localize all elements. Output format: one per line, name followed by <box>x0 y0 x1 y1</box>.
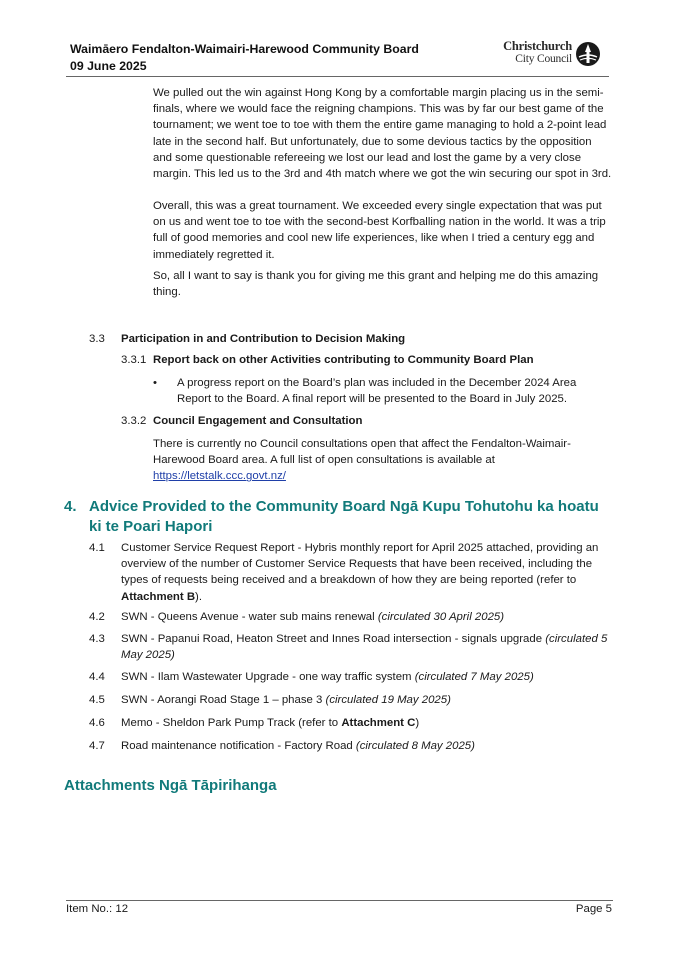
item-4-3-number: 4.3 <box>89 633 105 645</box>
section-3-3-2-number: 3.3.2 <box>121 415 147 427</box>
section-3-3-number: 3.3 <box>89 333 105 345</box>
item-4-6-number: 4.6 <box>89 717 105 729</box>
paragraph-thanks: So, all I want to say is thank you for giving me this grant and helping me do this amazing thing. <box>153 270 599 299</box>
bullet-marker: • <box>153 377 157 389</box>
section-4-title: Advice Provided to the Community Board Ngā Kupu Tohutohu ka hoatu ki te Poari Hapori <box>89 498 599 535</box>
item-4-1-text: Customer Service Request Report - Hybris monthly report for April 2025 attached, providing an overview of the number of Customer Service Requests that have been received, including the types of requests being received and a breakdown of how they are being reported (refer to Attachment B). <box>121 542 599 603</box>
item-number: Item No.: 12 <box>66 903 129 915</box>
council-logo <box>496 40 606 70</box>
consultation-text: There is currently no Council consultations open that affect the Fendalton-Waimair-Harewood Board area. A full list of open consultations is available at <box>153 438 571 467</box>
section-3-3-1-number: 3.3.1 <box>121 354 147 366</box>
attachment-c-ref: Attachment C <box>341 717 416 729</box>
item-4-7-number: 4.7 <box>89 740 105 752</box>
page-number: Page 5 <box>575 903 612 915</box>
bullet-progress-report: A progress report on the Board’s plan was included in the December 2024 Area Report to the Board. A final report will be presented to the Board in July 2025. <box>177 377 577 406</box>
section-4-number: 4. <box>64 498 77 515</box>
paragraph-overall: Overall, this was a great tournament. We exceeded every single expectation that was put on us and went toe to toe with the second-best Korfballing nation in the world. It was a trip full of good memories and cool new life experiences, like when I tried a century egg and immediately regretted it. <box>153 200 606 261</box>
item-4-2-text: SWN - Queens Avenue - water sub mains renewal (circulated 30 April 2025) <box>121 611 505 623</box>
meeting-date: 09 June 2025 <box>70 59 147 73</box>
item-4-2-number: 4.2 <box>89 611 105 623</box>
letstalk-link[interactable]: https://letstalk.ccc.govt.nz/ <box>153 470 286 483</box>
item-4-4-text: SWN - Ilam Wastewater Upgrade - one way traffic system (circulated 7 May 2025) <box>121 671 534 683</box>
item-4-6-text: Memo - Sheldon Park Pump Track (refer to Attachment C) <box>121 717 420 729</box>
section-3-3-2-title: Council Engagement and Consultation <box>153 415 363 427</box>
item-4-7-text: Road maintenance notification - Factory Road (circulated 8 May 2025) <box>121 740 475 752</box>
paragraph-semifinal: We pulled out the win against Hong Kong by a comfortable margin placing us in the semi-finals, where we would face the reigning champions. This was by far our best game of the tournament; we went toe to toe with them the entire game managing to hold a 2-point lead late in the second half. But unfortunately, due to some devious tactics by the opposition and some questionable refereeing we lost our lead and lost the game by a very close margin. This led us to the 3rd and 4th match where we got the win securing our spot in 3rd. <box>153 87 612 181</box>
cathedral-icon <box>575 41 601 67</box>
attachments-heading: Attachments Ngā Tāpirihanga <box>64 777 277 794</box>
attachment-b-ref: Attachment B <box>121 590 196 603</box>
header-divider <box>66 76 609 77</box>
header-title <box>70 41 419 75</box>
consultation-paragraph <box>153 436 598 485</box>
item-4-5-number: 4.5 <box>89 694 105 706</box>
footer-divider <box>66 900 613 901</box>
logo-line2: City Council <box>515 53 572 65</box>
board-name: Waimāero Fendalton-Waimairi-Harewood Community Board <box>70 42 419 56</box>
logo-line1: Christchurch <box>503 39 572 53</box>
section-3-3-1-title: Report back on other Activities contributing to Community Board Plan <box>153 354 534 366</box>
section-3-3-title: Participation in and Contribution to Decision Making <box>121 333 406 345</box>
item-4-4-number: 4.4 <box>89 671 105 683</box>
item-4-1-number: 4.1 <box>89 542 105 554</box>
item-4-5-text: SWN - Aorangi Road Stage 1 – phase 3 (circulated 19 May 2025) <box>121 694 451 706</box>
item-4-3-text: SWN - Papanui Road, Heaton Street and Innes Road intersection - signals upgrade (circulated 5 May 2025) <box>121 633 608 662</box>
